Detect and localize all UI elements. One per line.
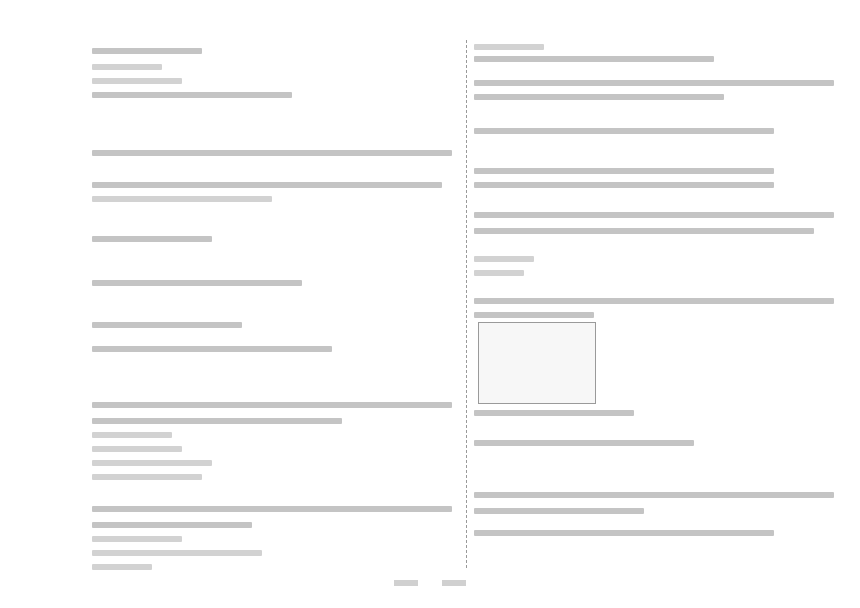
footer-placeholder (394, 580, 418, 586)
text-line-placeholder (92, 536, 182, 542)
text-line-placeholder (474, 168, 774, 174)
text-line-placeholder (92, 346, 332, 352)
text-line-placeholder (92, 196, 272, 202)
text-line-placeholder (92, 474, 202, 480)
text-line-placeholder (474, 94, 724, 100)
text-line-placeholder (474, 256, 534, 262)
text-line-placeholder (474, 80, 834, 86)
text-line-placeholder (474, 492, 834, 498)
text-line-placeholder (92, 564, 152, 570)
text-line-placeholder (92, 322, 242, 328)
text-line-placeholder (474, 410, 634, 416)
text-line-placeholder (92, 92, 292, 98)
text-line-placeholder (92, 550, 262, 556)
text-line-placeholder (92, 48, 202, 54)
left-column (92, 40, 464, 568)
text-line-placeholder (474, 530, 774, 536)
text-line-placeholder (474, 228, 814, 234)
text-line-placeholder (474, 508, 644, 514)
column-divider (466, 40, 467, 568)
text-line-placeholder (474, 182, 774, 188)
text-line-placeholder (92, 78, 182, 84)
text-line-placeholder (92, 64, 162, 70)
text-line-placeholder (92, 446, 182, 452)
figure-placeholder (478, 322, 596, 404)
text-line-placeholder (474, 440, 694, 446)
text-line-placeholder (474, 270, 524, 276)
right-column (474, 40, 842, 568)
text-line-placeholder (92, 182, 442, 188)
text-line-placeholder (92, 150, 452, 156)
text-line-placeholder (92, 506, 452, 512)
text-line-placeholder (474, 128, 774, 134)
text-line-placeholder (474, 312, 594, 318)
text-line-placeholder (474, 56, 714, 62)
text-line-placeholder (474, 298, 834, 304)
text-line-placeholder (474, 44, 544, 50)
text-line-placeholder (92, 402, 452, 408)
text-line-placeholder (92, 460, 212, 466)
text-line-placeholder (92, 236, 212, 242)
text-line-placeholder (92, 418, 342, 424)
text-line-placeholder (92, 432, 172, 438)
text-line-placeholder (474, 212, 834, 218)
page-footer (0, 578, 860, 589)
text-line-placeholder (92, 280, 302, 286)
footer-placeholder (442, 580, 466, 586)
text-line-placeholder (92, 522, 252, 528)
